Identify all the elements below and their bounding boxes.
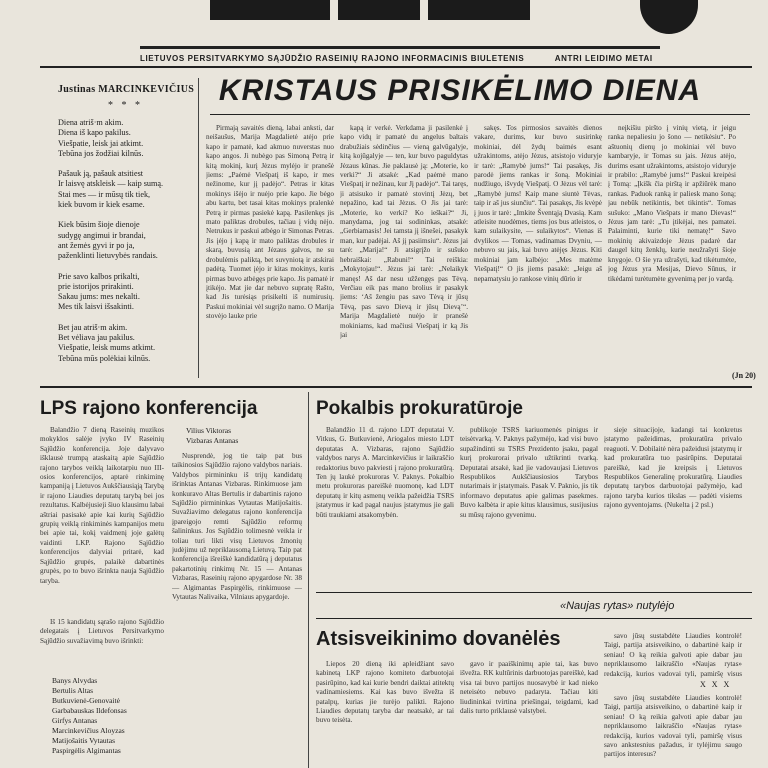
- prosecutor-column: sieje situacijoje, kadangi tai konkretus įstatymo pažeidimas, prokuratūra privalo reaguoti. V. Dobilaitė nėra pažeidusi įstatymų ir kad prokuratūra tuo pasirūpins. Deputatai pareiškė, kad jie kreipsis į Lietuvos Respublikos Generalinę prokuratūrą. Liaudies deputatų tarybos darbuotojai pažymėjo, kad rajono taryba kurios tikslas — padėti visiems rajono gyventojams. (Nukelta į 2 psl.): [604, 426, 742, 510]
- gifts-column: savo jūsų sustabdėte Liaudies kontrolė! Taigi, partija atsisveikino, o dabartinė kaip ir seniau! O ką reikia galvoti apie dabar jau nepriklausomo laikraščio «Naujas rytas» redakciją, kurios vadovai tyli, pamiršę visus: [604, 632, 742, 678]
- section-separator: X X X: [700, 680, 732, 689]
- masthead-logo: [640, 0, 698, 34]
- masthead-subtitle: LIETUVOS PERSITVARKYMO SĄJŪDŽIO RASEINIŲ RAJONO INFORMACINIS BIULETENIS ANTRI LEIDIMO METAI: [140, 54, 653, 63]
- main-article-column: Pirmają savaitės dieną, labai anksti, dar neišaušus, Marija Magdalietė atėjo prie kapo ir pamatė, kad akmuo nuverstas nuo kapo angos. Ji nubėgo pas Simoną Petrą ir kitą mokinį, kurį Jėzus mylėjo ir pranešė jiems: „Paėmė Viešpatį iš kapo, ir mes nežinome, kur jį padėjo“. Petras ir kitas mokinys išėjo ir nuėjo prie kapo. Jie bėgo abu kartu, bet tasai kitas mokinys pralenkė Petrą ir pirmas pasiekė kapą. Pasilenkęs jis mato paliktas drobules, tačiau į vidų nėjo. Netrukus ir paskui atbėgo ir Simonas Petras. Jis įėjo į kapą ir mato paliktas drobules ir skarą, buvusią ant Jėzaus galvos, ne su drobulėmis paliktą, bet suvyniotą ir atskirai padėtą. Tuomet įėjo ir kitas mokinys, kuris pirmas buvo atbėgęs prie kapo. Jis pamatė ir įtikėjo. Mat jie dar nebuvo supratę Rašto, kad Jis turėsiąs prisikelti iš numirusių. Paskui mokiniai vėl sugrįžo namo. O Marija stovėjo lauke prie: [206, 124, 334, 321]
- top-rule: [40, 66, 752, 68]
- list-item: Garbabauskas Ildefonsas: [52, 706, 127, 715]
- gifts-column: savo jūsų sustabdėte Liaudies kontrolė! Taigi, partija atsisveikino, o dabartinė kaip ir seniau! O ką reikia galvoti apie dabar jau nepriklausomo laikraščio «Naujas rytas» redakciją, kurios vadovai tyli, pamiršę visus savo ankstesnius pažadus, ir tylėjimu saugo partijos interesus?: [604, 694, 742, 759]
- conference-column: Balandžio 7 dieną Raseinių muzikos mokyklos salėje įvyko IV Raseinių Sąjūdžio konferencija. Joje dalyvavo išklausė trumpą ataskaitą apie Sąjūdžio rajono tarybos veiklą laikotarpiu nuo III-osios konferencijos, aptarė rinkiminę kampaniją į Lietuvos Aukščiausiąją Tarybą ir rajono Liaudies deputatų tarybą bei jos rezultatus. Kalbėjusieji šiuo klausimu labai aštriai pasisakė apie kai kurių Sąjūdžio grupių veiklą rinkiminės kampanijos metu bei apie tai, kokį vaidmenį joje galėtų vaidinti LKP. Rajono Sąjūdžio konferencijos dalyviai pritarė, kad Sąjūdžio grupės, palaikė dabartinės grupės, po to buvo išrinkta nauja Sąjūdžio taryba.: [40, 426, 164, 585]
- list-item: Vizbaras Antanas: [186, 436, 239, 445]
- list-item: Bertulis Altas: [52, 686, 94, 695]
- masthead-banner: [210, 0, 530, 20]
- list-item: Vilius Viktoras: [186, 426, 232, 435]
- list-item: Girfys Antanas: [52, 716, 98, 725]
- delegate-list-continued: [186, 426, 238, 446]
- conference-column: Iš 15 kandidatų sąrašo rajono Sąjūdžio delegatais į Lietuvos Persitvarkymo Sąjūdžio suvažiavimą buvo išrinkti:: [40, 618, 164, 645]
- prosecutor-column: Balandžio 11 d. rajono LDT deputatai V. Vitkus, G. Butkuvienė, Ariogalos miesto LDT deputatas A. Vizbaras, rajono Sąjūdžio valdybos narys A. Marcinkevičius ir laikraščio redaktorius buvo pakviesti į rajono prokuratūrą. Ten jų laukė prokuroras V. Paknys. Pokalbio metu prokuroras pareiškė nuomonę, kad LDT deputatų ir kitų asmenų veikla pažeidžia TSRS įstatymus ir kad pagal naujus įstatymus jie gali būti traukiami atsakomybėn.: [316, 426, 454, 519]
- poem: [58, 118, 188, 374]
- poem-stars: * * *: [108, 100, 143, 111]
- closed-notice: «Naujas rytas» nutylėjo: [560, 600, 675, 612]
- gifts-column: gavo ir paaiškinimų apie tai, kas buvo išvežta. RK kultūrinis darbuotojas pareiškė, kad visa tai buvo partijos nuosavybė ir kad nieko neteisėto nebuvo padaryta. Tačiau kiti liudininkai tvirtina priešingai, teigdami, kad dalis turto priklausė valstybei.: [460, 660, 598, 716]
- poem-stanza: Diena atriš·m akim. Diena iš kapo pakilus. Viešpatie, leisk jai atkimt. Tebūna jos žodžiai kilnūs.: [58, 118, 144, 158]
- poem-author: Justinas MARCINKEVIČIUS: [58, 84, 195, 95]
- gifts-headline: Atsisveikinimo dovanėlės: [316, 628, 561, 650]
- prosecutor-column: publikoje TSRS kariuomenės pinigus ir teisėtvarką. V. Paknys pažymėjo, kad visi buvo supažindinti su TSRS Prezidento įsaku, pagal kurį prokurorai privalo užtikrinti tvarką. Deputatai atsakė, kad jie vadovaujasi Lietuvos Respublikos Aukščiausiosios Tarybos nutarimais ir įstatymais. Pasak V. Paknio, jis tik informavo deputatus apie galimas pasekmes. Buvo kalbėta ir apie kitus klausimus, susijusius su mūsų rajono gyvenimu.: [460, 426, 598, 519]
- poem-stanza: Kiek būsim šioje dienoje sudygę angimui ir brandai, ant žemės gyvi ir po ja, paženklinti lietuvybės randais.: [58, 220, 158, 261]
- list-item: Banys Alvydas: [52, 676, 98, 685]
- conference-column: Nusprendė, jog tie taip pat bus taikinosios Sąjūdžio rajono valdybos nariais. Valdybos pirmininku iš trijų kandidatų išrinktas Antanas Vizbaras. Rinkimuose jam konkuravo Altas Bertulis ir dabartinis rajono Sąjūdžio pirmininkas Vytautas Matijošaitis. Suvažiavimo delegatus rajono konferencija įpareigojo remti Sąjūdžio reformų šalininkus. Jos Sąjūdžio tolimesnė veikla ir toliau turi likti visų Lietuvos žmonių judėjimu už nepriklausomą Lietuvą. Taip pat konferencija išreiškė kandidatūrą į deputatus pakartotinių rinkimų Nr. 15 — Antanas Vizbaras, Raseinių rajono apygardose Nr. 38 — Algimantas Paspirgėlis, rinkimuose — Vytautas Nalivaika, Vilniaus apygardoje.: [172, 452, 302, 602]
- prosecutor-headline: Pokalbis prokuratūroje: [316, 398, 523, 419]
- conference-headline: LPS rajono konferencija: [40, 398, 258, 419]
- list-item: Paspirgėlis Algimantas: [52, 746, 121, 755]
- delegate-list: [52, 676, 127, 756]
- main-headline: KRISTAUS PRISIKĖLIMO DIENA: [218, 74, 702, 107]
- list-item: Butkuvienė-Genovaitė: [52, 696, 120, 705]
- list-item: Matijošaitis Vytautas: [52, 736, 115, 745]
- list-item: Marcinkevičius Aloyzas: [52, 726, 125, 735]
- main-article-column: kapą ir verkė. Verkdama ji pasilenkė į kapo vidų ir pamatė du angelus baltais drabužiais sėdinčius — vieną galvūgalyje, kitą kojūgalyje — ten, kur buvo paguldytas Jėzaus kūnas. Jie paklausė ją: „Moterie, ko verki?“ Ji atsakė: „Kad paėmė mano Viešpatį ir nežinau, kur Jį padėjo“. Tai taręs, ji atsisuko ir pamatė stovintį Jėzų, bet nepažino, kad tai Jėzus. O Jis jai tarė: „Moterie, ko verki? Ko ieškai?“ Ji, manydama, jog tai sodininkas, atsakė: „Gerbiamasis! Jei tamsta jį išnešei, pasakyk man, kur padėjai. Aš jį pasiimsiu“. Jėzus jai tarė: „Marija!“ Ji atsigrįžo ir sušuko hebraiškai: „Rabuni!“ Tai reiškia: „Mokytojau!“. Jėzus jai tarė: „Nelaikyk manęs! Aš dar nesu užžengęs pas Tėvą. Verčiau eik pas mano brolius ir pasakyk jiems: ‘Aš žengiu pas savo Tėvą ir jūsų Tėvą, pas savo Dievą ir jūsų Dievą’“. Marija Magdalietė nuėjo ir pranešė mokiniams, kad mačiusi Viešpatį ir ką Jis jai: [340, 124, 468, 339]
- poem-stanza: Bet jau atriš·m akim. Bet vėliava jau pakilus. Viešpatie, leisk mums atkimt. Tebūna mūs polėkiai kilnūs.: [58, 322, 156, 363]
- masthead-rule: [140, 46, 660, 49]
- section-rule: [40, 386, 752, 388]
- main-article-column: neįkišiu piršto į vinių vietą, ir jeigu ranka nepaliesiu jo šono — netikėsiu“. Po aštuonių dienų jo mokiniai vėl buvo kambaryje, ir Tomas su jais. Jėzus atėjo, durims esant užrakintoms, atsistojo viduryje ir prabilo: „Ramybė jums!“ Paskui kreipėsi į Tomą: „Įkišk čia pirštą ir apžiūrėk mano rankas. Paduok ranką ir paliesk mano šoną; jau nebūk netikintis, bet tikintis“. Tomas sušuko: „Mano Viešpats ir mano Dievas!“ Jėzus jam tarė: „Tu įtikėjai, nes pamatei. Palaiminti, kurie tiki nematę!“ Savo mokinių akivaizdoje Jėzus padarė dar daugel kitų ženklų, kurie neužrašyti šioje knygoje. O šie yra užrašyti, kad tikėtumėte, jog Jėzus yra Mesijas, Dievo Sūnus, ir tikėdami turėtumėte gyvenimą per jo vardą.: [608, 124, 736, 283]
- poem-stanza: Pašauk ją, pašauk atsitiest Ir laisvę atskleisk — kaip sumą. Stai mes — ir mūsų tik tiek, kiek buvom ir kiek esame.: [58, 169, 164, 210]
- main-article-column: sakęs. Tos pirmosios savaitės dienos vakare, durims, kur buvo susirinkę mokiniai, dėl žydų baimės esant užrakintoms, atėjo Jėzus, atsistojo viduryje ir tarė: „Ramybė jums!“ Tai pasakęs, Jis parodė jiems rankas ir šoną. Mokiniai nudžiugo, išvydę Viešpatį. O Jėzus vėl tarė: „Ramybė jums! Kaip mane siuntė Tėvas, taip ir aš jus siunčiu“. Tai pasakęs, Jis kvėpė į juos ir tarė: „Imkite Šventąją Dvasią. Kam atleisite nuodėmes, tiems jos bus atleistos, o kam sulaikysite, — sulaikytos“. Vienas iš dvylikos — Tomas, vadinamas Dvyniu, — nebuvo su jais, kai buvo atėjęs Jėzus. Kiti mokiniai jam kalbėjo: „Mes matėme Viešpatį!“ O jis jiems pasakė: „Jeigu aš nepamatysiu jo rankose vinių dūrio ir: [474, 124, 602, 283]
- article-signature: (Jn 20): [732, 371, 756, 380]
- gifts-column: Liepos 20 dieną iki apleidžiant savo kabinetą LKP rajono komiteto darbuotojai pasirūpino, kad kai kurie bendri daiktai atitektų vadinamiesiems. Kai kas buvo išvežta iš patalpų, kurias jie turėjo palikti. Rajono Liaudies deputatų taryba dar neatsakė, ar tai buvo teisėta.: [316, 660, 454, 725]
- poem-stanza: Prie savo kalbos prikalti, prie istorijos prirakinti. Sakau jums: mes nekalti. Mes tik laisvi išsakinti.: [58, 271, 140, 312]
